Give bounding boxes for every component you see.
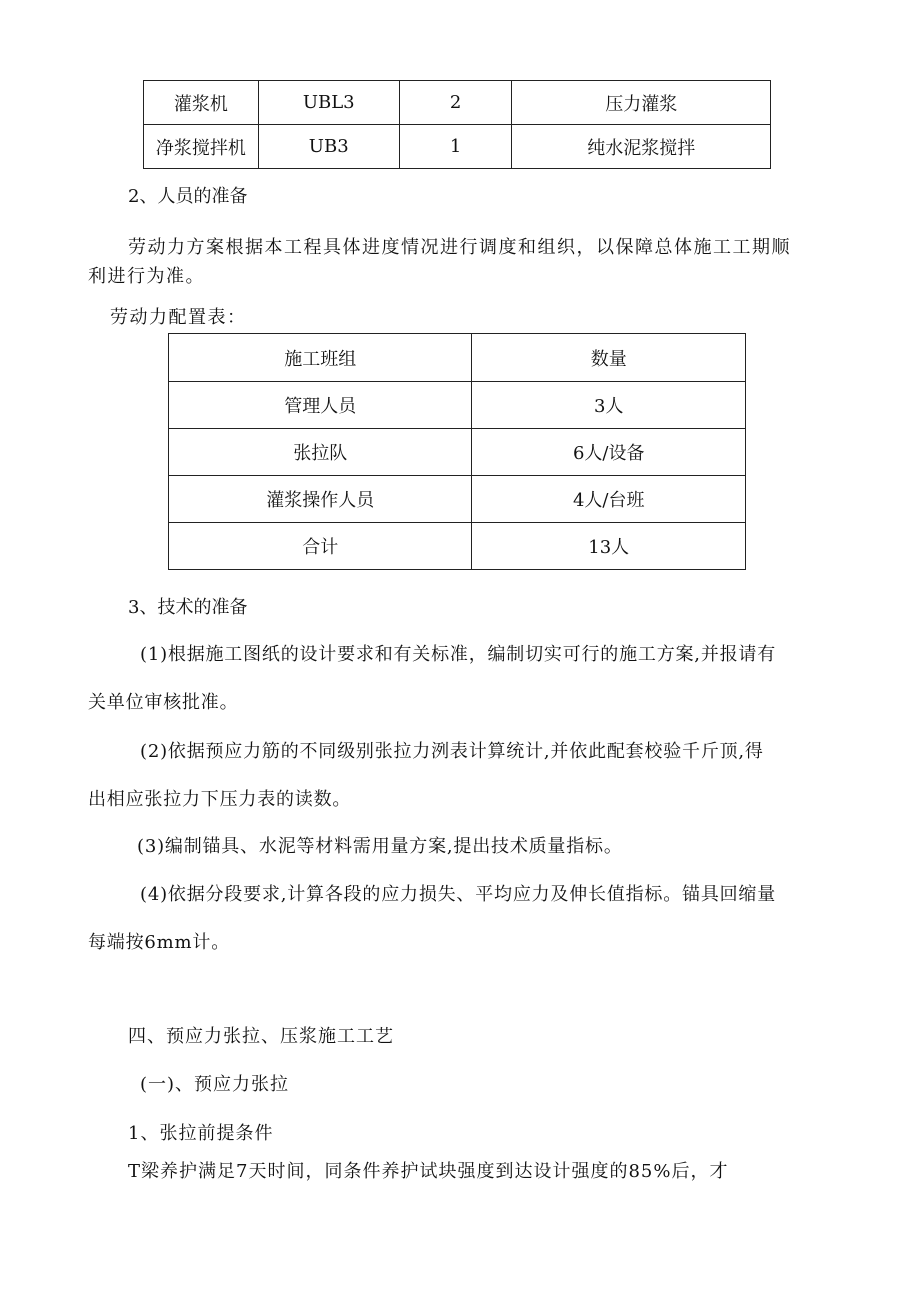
tech-item-1-line-1: (1)根据施工图纸的设计要求和有关标准，编制切实可行的施工方案,并报请有	[140, 644, 777, 665]
table-cell: 灌浆操作人员	[169, 476, 472, 523]
item-1-heading: 1、张拉前提条件	[128, 1123, 274, 1144]
table-header-cell: 数量	[472, 334, 746, 382]
table-row	[169, 523, 746, 570]
section-4-heading: 四、预应力张拉、压浆施工工艺	[128, 1026, 394, 1047]
table-cell: 13人	[472, 523, 746, 570]
table-cell: 灌浆机	[144, 81, 259, 125]
table-cell: UB3	[258, 125, 399, 169]
tech-item-1-line-2: 关单位审核批准。	[88, 692, 239, 713]
section-2-paragraph-line-2: 利进行为准。	[88, 266, 205, 287]
section-2-paragraph-line-1: 劳动力方案根据本工程具体进度情况进行调度和组织，以保障总体施工工期顺	[128, 237, 791, 258]
table-row	[144, 125, 771, 169]
labor-table-caption: 劳动力配置表：	[110, 307, 247, 328]
tech-item-2-line-2: 出相应张拉力下压力表的读数。	[88, 789, 352, 810]
subsection-1-heading: (一)、预应力张拉	[140, 1074, 290, 1095]
table-row	[169, 476, 746, 523]
table-cell: 管理人员	[169, 382, 472, 429]
table-cell: 1	[399, 125, 512, 169]
table-cell: 纯水泥浆搅拌	[512, 125, 771, 169]
table-row	[144, 81, 771, 125]
tech-item-3-line-1: (3)编制锚具、水泥等材料需用量方案,提出技术质量指标。	[137, 836, 623, 857]
tech-item-4-line-2: 每端按6mm计。	[88, 932, 230, 953]
equipment-table	[143, 80, 771, 169]
tech-item-2-line-1: (2)依据预应力筋的不同级别张拉力洌表计算统计,并依此配套校验千斤顶,得	[140, 741, 764, 762]
table-cell: 2	[399, 81, 512, 125]
table-header-row	[169, 334, 746, 382]
table-row	[169, 429, 746, 476]
table-cell: 3人	[472, 382, 746, 429]
table-cell: 合计	[169, 523, 472, 570]
table-cell: 4人/台班	[472, 476, 746, 523]
table-row	[169, 382, 746, 429]
table-header-cell: 施工班组	[169, 334, 472, 382]
labor-table	[168, 333, 746, 570]
section-2-heading: 2、人员的准备	[128, 186, 248, 207]
table-cell: 压力灌浆	[512, 81, 771, 125]
tech-item-4-line-1: (4)依据分段要求,计算各段的应力损失、平均应力及伸长值指标。锚具回缩量	[140, 884, 777, 905]
table-cell: UBL3	[258, 81, 399, 125]
section-3-heading: 3、技术的准备	[128, 597, 248, 618]
final-paragraph-line-1: T梁养护满足7天时间，同条件养护试块强度到达设计强度的85%后，才	[128, 1161, 729, 1182]
table-cell: 张拉队	[169, 429, 472, 476]
table-cell: 6人/设备	[472, 429, 746, 476]
table-cell: 净浆搅拌机	[144, 125, 259, 169]
